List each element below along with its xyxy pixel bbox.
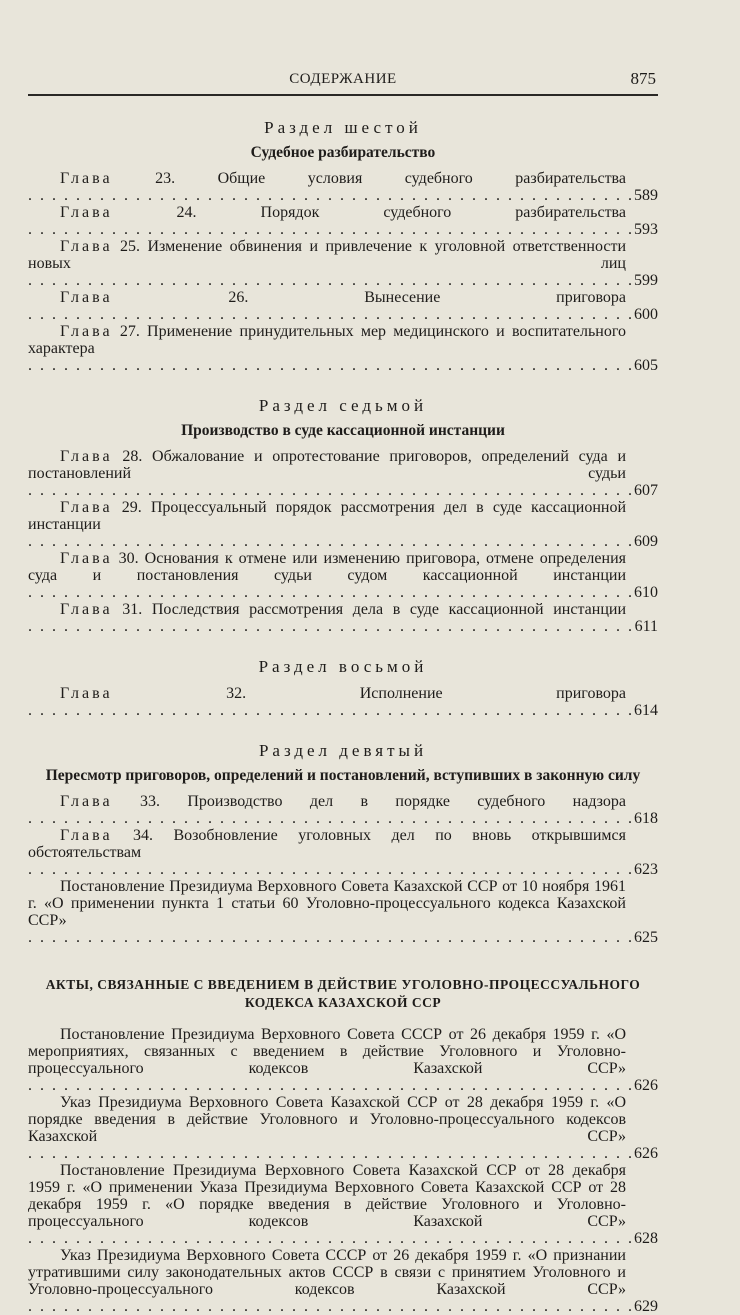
toc-list [28,1026,658,1315]
entry-title: 29. Процессуальный порядок рассмотрения дел в суде кассационной инстанции [28,499,626,533]
entry-title: 26. Вынесение приговора [228,289,626,306]
entry-page-number: 614 [634,702,658,719]
toc-list [28,793,658,946]
toc-entry [28,1162,658,1247]
toc-entry [28,601,658,635]
entry-title: Постановление Президиума Верховного Совета Казахской ССР от 28 декабря 1959 г. «О применении Указа Президиума Верховного Совета Казахской ССР от 28 декабря 1959 г. «О порядке введения в действие Уголовного и Уголовно-процессуального кодексов Казахской ССР» [28,1162,626,1230]
chapter-prefix: Глава [60,499,113,516]
entry-text [28,601,658,635]
entry-text [28,499,658,550]
entry-text [28,323,658,374]
section-label: Раздел восьмой [258,657,428,676]
entry-title: 23. Общие условия судебного разбирательства [155,170,627,187]
entry-title: 25. Изменение обвинения и привлечение к уголовной ответственности новых лиц [28,238,627,272]
entry-text [28,878,658,946]
chapter-prefix: Глава [60,323,113,340]
toc-entry [28,1094,658,1162]
entry-page-number: 600 [634,306,658,323]
section-label: Раздел седьмой [258,396,428,415]
chapter-prefix: Глава [60,204,113,221]
entry-text [28,238,658,289]
toc-entry [28,448,658,499]
entry-title: 31. Последствия рассмотрения дела в суде кассационной инстанции [122,601,626,618]
toc-list [28,685,658,719]
toc-entry [28,238,658,289]
toc-entry [28,170,658,204]
entry-page-number: 609 [634,533,658,550]
entry-page-number: 611 [634,618,658,635]
entry-text [28,685,658,719]
entry-page-number: 625 [634,929,658,946]
document-page [28,66,658,1315]
chapter-prefix: Глава [60,827,113,844]
section-label: Раздел шестой [264,118,422,137]
toc-entry [28,878,658,946]
entry-title: 32. Исполнение приговора [226,685,627,702]
entry-text [28,1026,658,1094]
entry-page-number: 629 [634,1298,658,1315]
entry-page-number: 626 [634,1145,658,1162]
section-label: Раздел девятый [258,741,428,760]
entry-title: Указ Президиума Верховного Совета Казахской ССР от 28 декабря 1959 г. «О порядке введения в действие Уголовного и Уголовно-процессуального кодексов Казахской ССР» [28,1094,626,1145]
toc-entry [28,793,658,827]
entry-text [28,1247,658,1315]
entry-page-number: 607 [634,482,658,499]
entry-page-number: 628 [634,1230,658,1247]
toc-entry [28,685,658,719]
entry-page-number: 623 [634,861,658,878]
entry-text [28,827,658,878]
entry-title: 33. Производство дел в порядке судебного надзора [139,793,627,810]
section-title: Судебное разбирательство [250,144,436,161]
section-title: Пересмотр приговоров, определений и постановлений, вступивших в законную силу [45,767,641,784]
toc-entry [28,204,658,238]
entry-page-number: 618 [634,810,658,827]
chapter-prefix: Глава [60,170,113,187]
entry-title: Указ Президиума Верховного Совета СССР от 26 декабря 1959 г. «О признании утратившими силу законодательных актов СССР в связи с принятием Уголовного и Уголовно-процессуального кодексов Казахской ССР» [28,1247,626,1298]
chapter-prefix: Глава [60,550,113,567]
chapter-prefix: Глава [60,289,113,306]
toc-entry [28,323,658,374]
entry-text [28,1094,658,1162]
running-header [28,66,658,96]
entry-title: 24. Порядок судебного разбирательства [176,204,626,221]
toc-entry [28,289,658,323]
entry-page-number: 626 [634,1077,658,1094]
acts-heading: АКТЫ, СВЯЗАННЫЕ С ВВЕДЕНИЕМ В ДЕЙСТВИЕ УГОЛОВНО-ПРОЦЕССУАЛЬНОГО КОДЕКСА КАЗАХСКОЙ ССР [45,977,641,1010]
running-title: СОДЕРЖАНИЕ [289,71,397,87]
toc-entry [28,550,658,601]
entry-text [28,793,658,827]
entry-page-number: 610 [634,584,658,601]
table-of-contents [28,118,658,1315]
entry-title: 34. Возобновление уголовных дел по вновь открывшимся обстоятельствам [28,827,626,861]
entry-page-number: 605 [634,357,658,374]
toc-entry [28,1026,658,1094]
chapter-prefix: Глава [60,601,113,618]
chapter-prefix: Глава [60,793,113,810]
entry-page-number: 593 [634,221,658,238]
entry-title: Постановление Президиума Верховного Совета СССР от 26 декабря 1959 г. «О мероприятиях, связанных с введением в действие Уголовного и Уголовно-процессуального кодексов Казахской ССР» [28,1026,626,1077]
toc-entry [28,827,658,878]
entry-page-number: 589 [634,187,658,204]
toc-entry [28,1247,658,1315]
entry-title: 27. Применение принудительных мер медицинского и воспитательного характера [28,323,626,357]
entry-title: 28. Обжалование и опротестование приговоров, определений суда и постановлений судьи [28,448,627,482]
entry-title: Постановление Президиума Верховного Совета Казахской ССР от 10 ноября 1961 г. «О применении пункта 1 статьи 60 Уголовно-процессуального кодекса Казахской ССР» [28,878,626,929]
entry-text [28,289,658,323]
chapter-prefix: Глава [60,448,113,465]
entry-text [28,448,658,499]
section-title: Производство в суде кассационной инстанции [181,422,505,439]
entry-page-number: 599 [634,272,658,289]
toc-list [28,170,658,374]
toc-entry [28,499,658,550]
chapter-prefix: Глава [60,238,113,255]
entry-title: 30. Основания к отмене или изменению приговора, отмене определения суда и постановления судьи судом кассационной инстанции [28,550,627,584]
entry-text [28,1162,658,1247]
page-number: 875 [630,69,656,88]
entry-text [28,170,658,204]
toc-list [28,448,658,635]
chapter-prefix: Глава [60,685,113,702]
entry-text [28,550,658,601]
entry-text [28,204,658,238]
